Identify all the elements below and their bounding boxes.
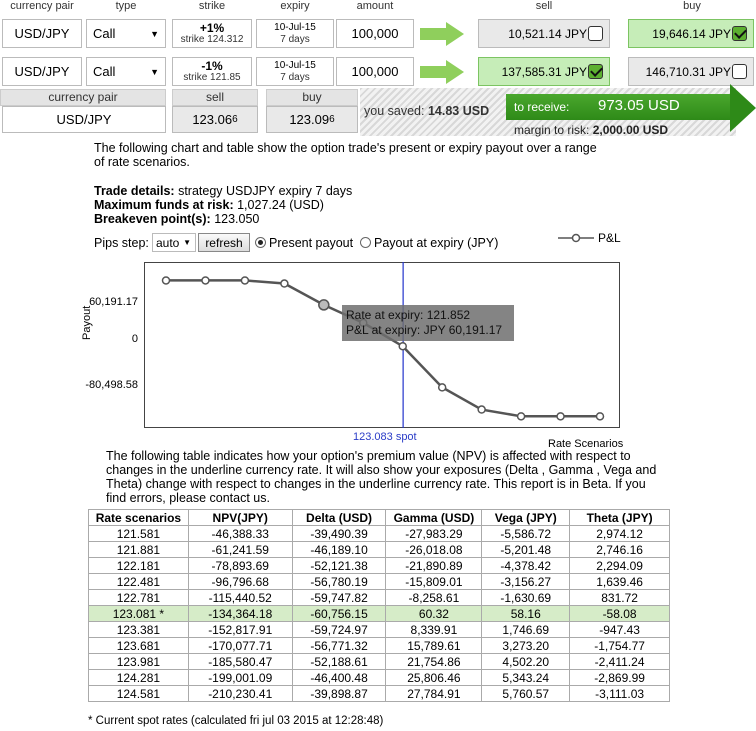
header-strike: strike xyxy=(198,0,226,12)
tooltip-line2: P&L at expiry: JPY 60,191.17 xyxy=(346,323,503,337)
table-cell: -3,111.03 xyxy=(570,686,670,702)
table-cell: 4,502.20 xyxy=(482,654,570,670)
table-cell: -27,983.29 xyxy=(386,526,482,542)
summary-buy-label: buy xyxy=(266,89,358,106)
chart-tooltip xyxy=(342,305,514,341)
table-row xyxy=(89,638,670,654)
table-cell: -39,898.87 xyxy=(292,686,386,702)
margin-text xyxy=(514,123,668,137)
col-npv: NPV(JPY) xyxy=(188,510,292,526)
table-cell: -52,188.61 xyxy=(292,654,386,670)
table-row xyxy=(89,686,670,702)
row1-type-select[interactable] xyxy=(86,19,166,48)
saved-value: 14.83 USD xyxy=(427,104,490,118)
table-cell: -3,156.27 xyxy=(482,574,570,590)
saved-label: you saved: xyxy=(364,104,425,118)
header-sell: sell xyxy=(535,0,553,12)
summary-buy-small: 6 xyxy=(329,114,335,125)
table-cell: 5,760.57 xyxy=(482,686,570,702)
table-cell: -21,890.89 xyxy=(386,558,482,574)
summary-pair: USD/JPY xyxy=(2,106,166,133)
table-cell: -115,440.52 xyxy=(188,590,292,606)
table-cell: 15,789.61 xyxy=(386,638,482,654)
row1-sell-price[interactable] xyxy=(478,19,610,48)
table-cell: -59,747.82 xyxy=(292,590,386,606)
table-cell: 123.681 xyxy=(89,638,189,654)
table-cell: 831.72 xyxy=(570,590,670,606)
chevron-down-icon: ▼ xyxy=(150,28,159,39)
row1-arrow-icon xyxy=(418,20,468,48)
header-type: type xyxy=(115,0,137,12)
chevron-down-icon: ▼ xyxy=(150,66,159,77)
row2-sell-value: 137,585.31 JPY xyxy=(501,64,587,79)
table-cell: -8,258.61 xyxy=(386,590,482,606)
table-cell: -5,201.48 xyxy=(482,542,570,558)
chart-point[interactable] xyxy=(597,413,604,420)
table-cell: -96,796.68 xyxy=(188,574,292,590)
chart-point[interactable] xyxy=(399,343,406,350)
table-cell: 3,273.20 xyxy=(482,638,570,654)
table-cell: 5,343.24 xyxy=(482,670,570,686)
receive-label: to receive: xyxy=(514,100,570,114)
y-tick-0: 60,191.17 xyxy=(89,296,138,308)
table-cell: -2,411.24 xyxy=(570,654,670,670)
table-cell: -46,189.10 xyxy=(292,542,386,558)
y-tick-2: -80,498.58 xyxy=(85,379,138,391)
table-cell: -170,077.71 xyxy=(188,638,292,654)
table-cell: 1,746.69 xyxy=(482,622,570,638)
margin-label: margin to risk: xyxy=(514,123,590,137)
refresh-button[interactable]: refresh xyxy=(198,233,250,252)
table-cell: -152,817.91 xyxy=(188,622,292,638)
table-cell: -60,756.15 xyxy=(292,606,386,622)
expiry-payout-option[interactable] xyxy=(360,236,498,250)
row2-expiry-days: 7 days xyxy=(280,71,310,83)
table-cell: -5,586.72 xyxy=(482,526,570,542)
max-funds-label: Maximum funds at risk: xyxy=(94,198,234,212)
row1-currency-pair: USD/JPY xyxy=(2,19,82,48)
table-cell: -46,400.48 xyxy=(292,670,386,686)
table-header-row xyxy=(89,510,670,526)
present-payout-option[interactable] xyxy=(255,236,353,250)
row2-sell-price[interactable] xyxy=(478,57,610,86)
table-intro-line4: find errors, please contact us. xyxy=(106,491,270,505)
breakeven-label: Breakeven point(s): xyxy=(94,212,211,226)
table-cell: 2,294.09 xyxy=(570,558,670,574)
row1-amount-input[interactable]: 100,000 xyxy=(336,19,414,48)
row2-type-select[interactable] xyxy=(86,57,166,86)
col-theta: Theta (JPY) xyxy=(570,510,670,526)
table-cell: 27,784.91 xyxy=(386,686,482,702)
table-cell: 123.081 * xyxy=(89,606,189,622)
row2-type-value: Call xyxy=(93,64,116,79)
pnl-chart xyxy=(144,262,620,428)
col-rate: Rate scenarios xyxy=(89,510,189,526)
chart-point[interactable] xyxy=(241,277,248,284)
intro-line2: of rate scenarios. xyxy=(94,155,190,169)
summary-sell-main: 123.06 xyxy=(192,112,233,127)
table-cell: 21,754.86 xyxy=(386,654,482,670)
trade-details-value: strategy USDJPY expiry 7 days xyxy=(178,184,353,198)
row2-arrow-icon xyxy=(418,58,468,86)
table-cell: -1,630.69 xyxy=(482,590,570,606)
table-cell: 124.581 xyxy=(89,686,189,702)
max-funds xyxy=(94,198,324,212)
row1-expiry-date: 10-Jul-15 xyxy=(274,21,316,33)
legend-line-icon xyxy=(556,230,596,246)
row2-amount-input[interactable]: 100,000 xyxy=(336,57,414,86)
table-cell: 2,746.16 xyxy=(570,542,670,558)
col-delta: Delta (USD) xyxy=(292,510,386,526)
pips-step-select[interactable] xyxy=(152,233,196,252)
receive-bar xyxy=(506,94,730,120)
table-cell: 122.481 xyxy=(89,574,189,590)
table-cell: -4,378.42 xyxy=(482,558,570,574)
table-cell: 58.16 xyxy=(482,606,570,622)
table-cell: -947.43 xyxy=(570,622,670,638)
table-cell: 8,339.91 xyxy=(386,622,482,638)
summary-buy-main: 123.09 xyxy=(289,112,330,127)
table-cell: 122.181 xyxy=(89,558,189,574)
table-cell: -46,388.33 xyxy=(188,526,292,542)
expiry-payout-radio[interactable] xyxy=(360,237,371,248)
max-funds-value: 1,027.24 (USD) xyxy=(237,198,324,212)
table-intro-line2: changes in the underline currency rate. It will also show your exposures (Delta , Gamma , Vega and xyxy=(106,463,657,477)
spot-label: 123.083 spot xyxy=(353,431,417,443)
row1-buy-value: 19,646.14 JPY xyxy=(652,26,731,41)
table-cell: -199,001.09 xyxy=(188,670,292,686)
row2-expiry-field[interactable] xyxy=(256,57,334,86)
table-cell: -78,893.69 xyxy=(188,558,292,574)
summary-sell-label: sell xyxy=(172,89,258,106)
col-vega: Vega (JPY) xyxy=(482,510,570,526)
chart-point[interactable] xyxy=(163,277,170,284)
chart-point[interactable] xyxy=(478,406,485,413)
chevron-down-icon: ▼ xyxy=(183,238,191,247)
table-cell: 122.781 xyxy=(89,590,189,606)
legend-label: P&L xyxy=(598,231,621,245)
table-cell: 60.32 xyxy=(386,606,482,622)
row1-buy-price[interactable] xyxy=(628,19,754,48)
table-body xyxy=(89,526,670,702)
receive-value: 973.05 USD xyxy=(598,97,680,114)
col-gamma: Gamma (USD) xyxy=(386,510,482,526)
x-axis-label: Rate Scenarios xyxy=(548,438,624,450)
table-row xyxy=(89,654,670,670)
row1-expiry-days: 7 days xyxy=(280,33,310,45)
table-cell: 2,974.12 xyxy=(570,526,670,542)
row1-sell-value: 10,521.14 JPY xyxy=(508,26,587,41)
table-cell: 123.381 xyxy=(89,622,189,638)
pnl-series-line xyxy=(166,280,600,416)
table-intro-line3: Theta) change with respect to changes in the underline currency rate. This report is in Beta. If you xyxy=(106,477,646,491)
table-cell: 121.581 xyxy=(89,526,189,542)
table-cell: -210,230.41 xyxy=(188,686,292,702)
expiry-payout-label: Payout at expiry (JPY) xyxy=(374,236,499,250)
row1-expiry-field[interactable] xyxy=(256,19,334,48)
table-cell: -61,241.59 xyxy=(188,542,292,558)
rate-scenarios-table xyxy=(88,509,670,702)
header-amount: amount xyxy=(356,0,394,12)
intro-line1: The following chart and table show the option trade's present or expiry payout over a range xyxy=(94,141,597,155)
table-cell: -15,809.01 xyxy=(386,574,482,590)
table-cell: -56,771.32 xyxy=(292,638,386,654)
table-cell: -1,754.77 xyxy=(570,638,670,654)
pips-step-label: Pips step: xyxy=(94,236,149,250)
table-cell: -52,121.38 xyxy=(292,558,386,574)
row1-buy-checkbox-checked[interactable] xyxy=(732,26,747,41)
table-cell: 124.281 xyxy=(89,670,189,686)
table-row xyxy=(89,622,670,638)
table-cell: -58.08 xyxy=(570,606,670,622)
row2-sell-checkbox-checked[interactable] xyxy=(588,64,603,79)
tooltip-line1: Rate at expiry: 121.852 xyxy=(346,308,471,322)
table-row xyxy=(89,526,670,542)
row1-strike-pct: +1% xyxy=(199,20,225,35)
row2-buy-checkbox[interactable] xyxy=(732,64,747,79)
table-intro-line1: The following table indicates how your option's premium value (NPV) is affected with respect to xyxy=(106,449,631,463)
table-row xyxy=(89,606,670,622)
y-axis-label: Payout xyxy=(81,305,93,340)
table-cell: -56,780.19 xyxy=(292,574,386,590)
header-expiry: expiry xyxy=(280,0,310,12)
y-tick-1: 0 xyxy=(131,333,138,345)
chart-point[interactable] xyxy=(281,280,288,287)
summary-buy-rate xyxy=(266,106,358,133)
table-row xyxy=(89,574,670,590)
summary-pair-label: currency pair xyxy=(0,89,166,106)
row2-strike-pct: -1% xyxy=(201,58,223,73)
table-cell: -2,869.99 xyxy=(570,670,670,686)
row1-type-value: Call xyxy=(93,26,116,41)
row2-currency-pair: USD/JPY xyxy=(2,57,82,86)
chart-point[interactable] xyxy=(557,413,564,420)
breakeven-value: 123.050 xyxy=(214,212,260,226)
table-row xyxy=(89,670,670,686)
row2-buy-price[interactable] xyxy=(628,57,754,86)
chart-point[interactable] xyxy=(518,413,525,420)
table-cell: -185,580.47 xyxy=(188,654,292,670)
row1-strike-field[interactable] xyxy=(172,19,252,48)
summary-sell-rate xyxy=(172,106,258,133)
chart-point[interactable] xyxy=(319,300,329,310)
receive-arrow-icon xyxy=(730,84,756,132)
table-row xyxy=(89,590,670,606)
row2-expiry-date: 10-Jul-15 xyxy=(274,59,316,71)
margin-value: 2,000.00 USD xyxy=(592,123,669,137)
table-cell: 121.881 xyxy=(89,542,189,558)
row2-strike-field[interactable] xyxy=(172,57,252,86)
row2-buy-value: 146,710.31 JPY xyxy=(645,64,731,79)
table-cell: -26,018.08 xyxy=(386,542,482,558)
present-payout-radio[interactable] xyxy=(255,237,266,248)
row1-strike-val: strike 124.312 xyxy=(180,33,244,45)
header-currency-pair: currency pair xyxy=(10,0,74,12)
table-row xyxy=(89,558,670,574)
table-cell: -134,364.18 xyxy=(188,606,292,622)
saved-text xyxy=(364,104,489,118)
row2-strike-val: strike 121.85 xyxy=(183,71,241,83)
present-payout-label: Present payout xyxy=(269,236,354,250)
chart-point[interactable] xyxy=(202,277,209,284)
table-cell: -39,490.39 xyxy=(292,526,386,542)
trade-details-label: Trade details: xyxy=(94,184,175,198)
table-cell: 123.981 xyxy=(89,654,189,670)
trade-details xyxy=(94,184,352,198)
table-row xyxy=(89,542,670,558)
table-footnote: * Current spot rates (calculated fri jul 03 2015 at 12:28:48) xyxy=(88,715,384,727)
chart-point[interactable] xyxy=(439,384,446,391)
table-cell: 25,806.46 xyxy=(386,670,482,686)
breakeven xyxy=(94,212,259,226)
header-buy: buy xyxy=(683,0,701,12)
row1-sell-checkbox[interactable] xyxy=(588,26,603,41)
summary-sell-small: 6 xyxy=(232,114,238,125)
table-cell: 1,639.46 xyxy=(570,574,670,590)
pips-step-value: auto xyxy=(156,235,180,250)
table-cell: -59,724.97 xyxy=(292,622,386,638)
